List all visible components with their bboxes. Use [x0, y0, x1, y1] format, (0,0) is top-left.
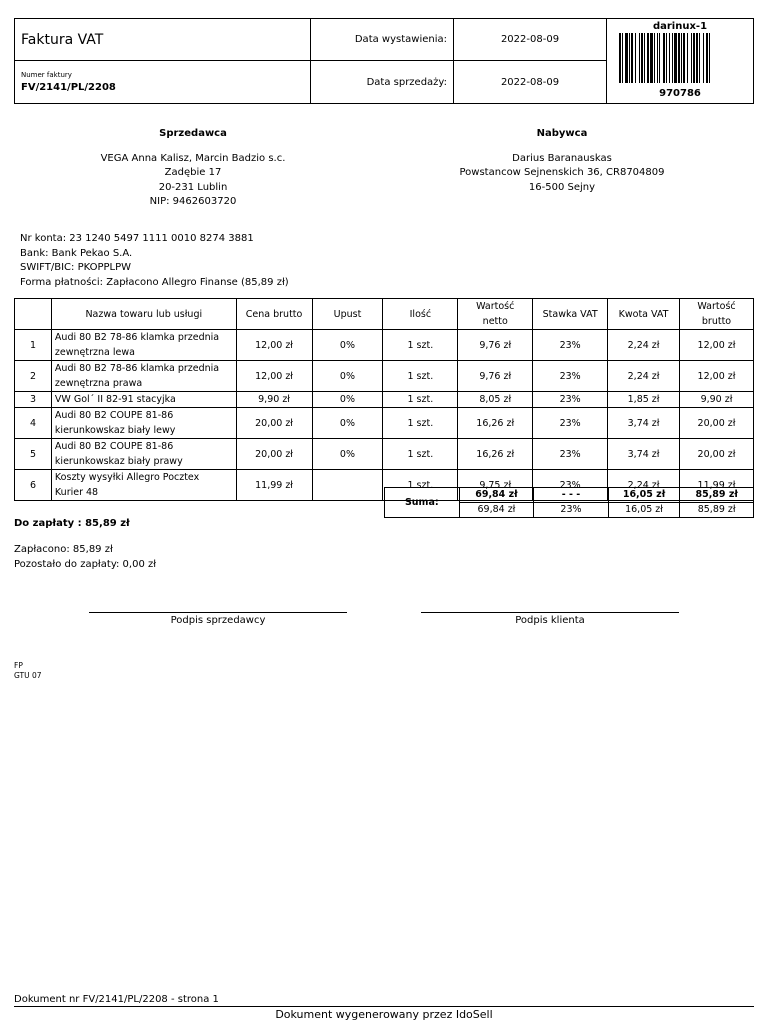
row-name [51, 408, 236, 439]
paid-info [14, 542, 156, 572]
sum23-rate: 23% [534, 503, 609, 518]
sum23-gross: 85,89 zł [680, 503, 754, 518]
seller-street: Zadębie 17 [164, 167, 222, 178]
header-discount: Upust [312, 299, 383, 330]
row-name-line2: Kurier 48 [54, 487, 99, 498]
table-row [15, 392, 754, 408]
header-qty: Ilość [383, 299, 458, 330]
remaining-amount: Pozostało do zapłaty: 0,00 zł [14, 559, 157, 570]
header-net-value-line1: Wartość [476, 301, 515, 312]
sum23-net: 69,84 zł [459, 503, 534, 518]
row-name [51, 330, 236, 361]
table-row [15, 408, 754, 439]
row-no: 2 [15, 361, 52, 392]
row-name [51, 361, 236, 392]
row-qty: 1 szt. [383, 439, 458, 470]
row-name-line2: kierunkowskaz biały lewy [54, 425, 176, 436]
row-rate: 23% [533, 408, 608, 439]
row-qty: 1 szt. [383, 408, 458, 439]
header-net-value [458, 299, 533, 330]
bank-account: Nr konta: 23 1240 5497 1111 0010 8274 3881 [20, 233, 254, 244]
row-net: 16,26 zł [458, 439, 533, 470]
row-no: 1 [15, 330, 52, 361]
row-qty: 1 szt. [383, 330, 458, 361]
header-gross-value-line1: Wartość [697, 301, 736, 312]
seller-signature-line [89, 612, 347, 613]
row-net: 8,05 zł [458, 392, 533, 408]
row-discount: 0% [312, 439, 383, 470]
row-gross: 12,00 zł [680, 330, 754, 361]
header-gross-value [680, 299, 754, 330]
row-qty: 1 szt. [383, 470, 458, 501]
fp-code: FP [14, 661, 23, 670]
table-row [15, 361, 754, 392]
row-rate: 23% [533, 330, 608, 361]
row-net: 9,76 zł [458, 330, 533, 361]
seller-name: VEGA Anna Kalisz, Marcin Badzio s.c. [100, 152, 286, 164]
barcode-number: 970786 [659, 88, 701, 99]
row-name-line2: zewnętrzna prawa [54, 378, 143, 389]
seller-nip: NIP: 9462603720 [149, 196, 237, 207]
row-discount [312, 470, 383, 501]
row-name [51, 470, 236, 501]
doc-title-cell [15, 19, 311, 61]
row-name-line1: Koszty wysyłki Allegro Pocztex [54, 472, 200, 483]
buyer-title: Nabywca [536, 128, 588, 139]
row-gross: 20,00 zł [680, 408, 754, 439]
row-no: 6 [15, 470, 52, 501]
row-gross: 11,99 zł [680, 470, 754, 501]
row-rate: 23% [533, 439, 608, 470]
row-price: 20,00 zł [236, 408, 312, 439]
row-price: 9,90 zł [236, 392, 312, 408]
issue-date-label: Data wystawienia: [311, 19, 454, 61]
header-gross-price: Cena brutto [236, 299, 312, 330]
row-name-line2: kierunkowskaz biały prawy [54, 456, 183, 467]
footer-generated: Dokument wygenerowany przez IdoSell [275, 1008, 493, 1021]
row-price: 11,99 zł [236, 470, 312, 501]
paid-amount: Zapłacono: 85,89 zł [14, 544, 113, 555]
row-name [51, 439, 236, 470]
invoice-header [14, 18, 754, 104]
row-discount: 0% [312, 330, 383, 361]
seller-city: 20-231 Lublin [158, 181, 228, 193]
sum-vat: 16,05 zł [608, 488, 680, 503]
row-qty: 1 szt. [383, 361, 458, 392]
invoice-number-label: Numer faktury [21, 71, 72, 79]
row-vat: 3,74 zł [608, 439, 680, 470]
row-name-line2: zewnętrzna lewa [54, 347, 135, 358]
sale-date: 2022-08-09 [454, 61, 607, 104]
row-net: 16,26 zł [458, 408, 533, 439]
seller-block [43, 127, 343, 210]
bank-name: Bank: Bank Pekao S.A. [20, 247, 133, 259]
swift-code: SWIFT/BIC: PKOPPLPW [20, 262, 132, 273]
row-gross: 12,00 zł [680, 361, 754, 392]
barcode-cell [607, 19, 754, 104]
row-gross: 20,00 zł [680, 439, 754, 470]
row-discount: 0% [312, 408, 383, 439]
row-rate: 23% [533, 361, 608, 392]
row-name [51, 392, 236, 408]
header-gross-value-line2: brutto [701, 316, 732, 327]
sum-rate: - - - [534, 488, 609, 503]
row-price: 20,00 zł [236, 439, 312, 470]
row-net: 9,75 zł [458, 470, 533, 501]
row-price: 12,00 zł [236, 361, 312, 392]
row-name-line1: Audi 80 B2 78-86 klamka przednia [54, 332, 220, 343]
payment-method: Forma płatności: Zapłacono Allegro Finanse (85,89 zł) [20, 276, 289, 288]
table-header-row [15, 299, 754, 330]
header-vat-rate: Stawka VAT [533, 299, 608, 330]
header-net-value-line2: netto [482, 316, 508, 327]
footer-divider [14, 1006, 754, 1007]
invoice-number: FV/2141/PL/2208 [21, 82, 116, 93]
row-name-line1: Audi 80 B2 78-86 klamka przednia [54, 363, 220, 374]
gtu-code: GTU 07 [14, 671, 42, 680]
table-row [15, 439, 754, 470]
seller-title: Sprzedawca [159, 128, 227, 139]
doc-title: Faktura VAT [21, 31, 104, 48]
row-name-line1: Audi 80 B2 COUPE 81-86 [54, 441, 174, 452]
buyer-name: Darius Baranauskas [512, 152, 612, 164]
barcode-icon [618, 32, 742, 84]
payment-info [20, 232, 289, 290]
client-signature-label: Podpis klienta [515, 615, 585, 626]
row-vat: 2,24 zł [608, 470, 680, 501]
row-name-line1: VW Golˊ II 82-91 stacyjka [54, 394, 176, 405]
row-net: 9,76 zł [458, 361, 533, 392]
row-no: 5 [15, 439, 52, 470]
sum-net: 69,84 zł [459, 488, 534, 503]
invoice-number-cell [15, 61, 311, 104]
row-rate: 23% [533, 470, 608, 501]
row-name-line1: Audi 80 B2 COUPE 81-86 [54, 410, 174, 421]
sale-date-label: Data sprzedaży: [311, 61, 454, 104]
footer-doc-page: Dokument nr FV/2141/PL/2208 - strona 1 [14, 994, 219, 1005]
row-price: 12,00 zł [236, 330, 312, 361]
row-vat: 3,74 zł [608, 408, 680, 439]
issue-date: 2022-08-09 [454, 19, 607, 61]
amount-to-pay: Do zapłaty : 85,89 zł [14, 518, 130, 529]
sum-total-row [385, 488, 754, 503]
buyer-city: 16-500 Sejny [528, 181, 596, 193]
row-no: 3 [15, 392, 52, 408]
items-table [14, 298, 754, 501]
sum-label: Suma: [385, 488, 460, 518]
header-name: Nazwa towaru lub usługi [51, 299, 236, 330]
seller-signature-label: Podpis sprzedawcy [170, 615, 266, 626]
row-discount: 0% [312, 392, 383, 408]
sum-gross: 85,89 zł [680, 488, 754, 503]
table-row [15, 330, 754, 361]
row-gross: 9,90 zł [680, 392, 754, 408]
sum-table [384, 487, 754, 518]
row-no: 4 [15, 408, 52, 439]
row-discount: 0% [312, 361, 383, 392]
sum23-vat: 16,05 zł [608, 503, 680, 518]
row-qty: 1 szt. [383, 392, 458, 408]
buyer-street: Powstancow Sejnenskich 36, CR8704809 [459, 167, 665, 178]
row-vat: 1,85 zł [608, 392, 680, 408]
barcode-top-label: darinux-1 [652, 21, 708, 32]
row-vat: 2,24 zł [608, 361, 680, 392]
row-rate: 23% [533, 392, 608, 408]
row-vat: 2,24 zł [608, 330, 680, 361]
header-vat-amount: Kwota VAT [608, 299, 680, 330]
client-signature-line [421, 612, 679, 613]
procedure-codes [14, 661, 42, 681]
header-no [15, 299, 52, 330]
buyer-block [412, 127, 712, 195]
